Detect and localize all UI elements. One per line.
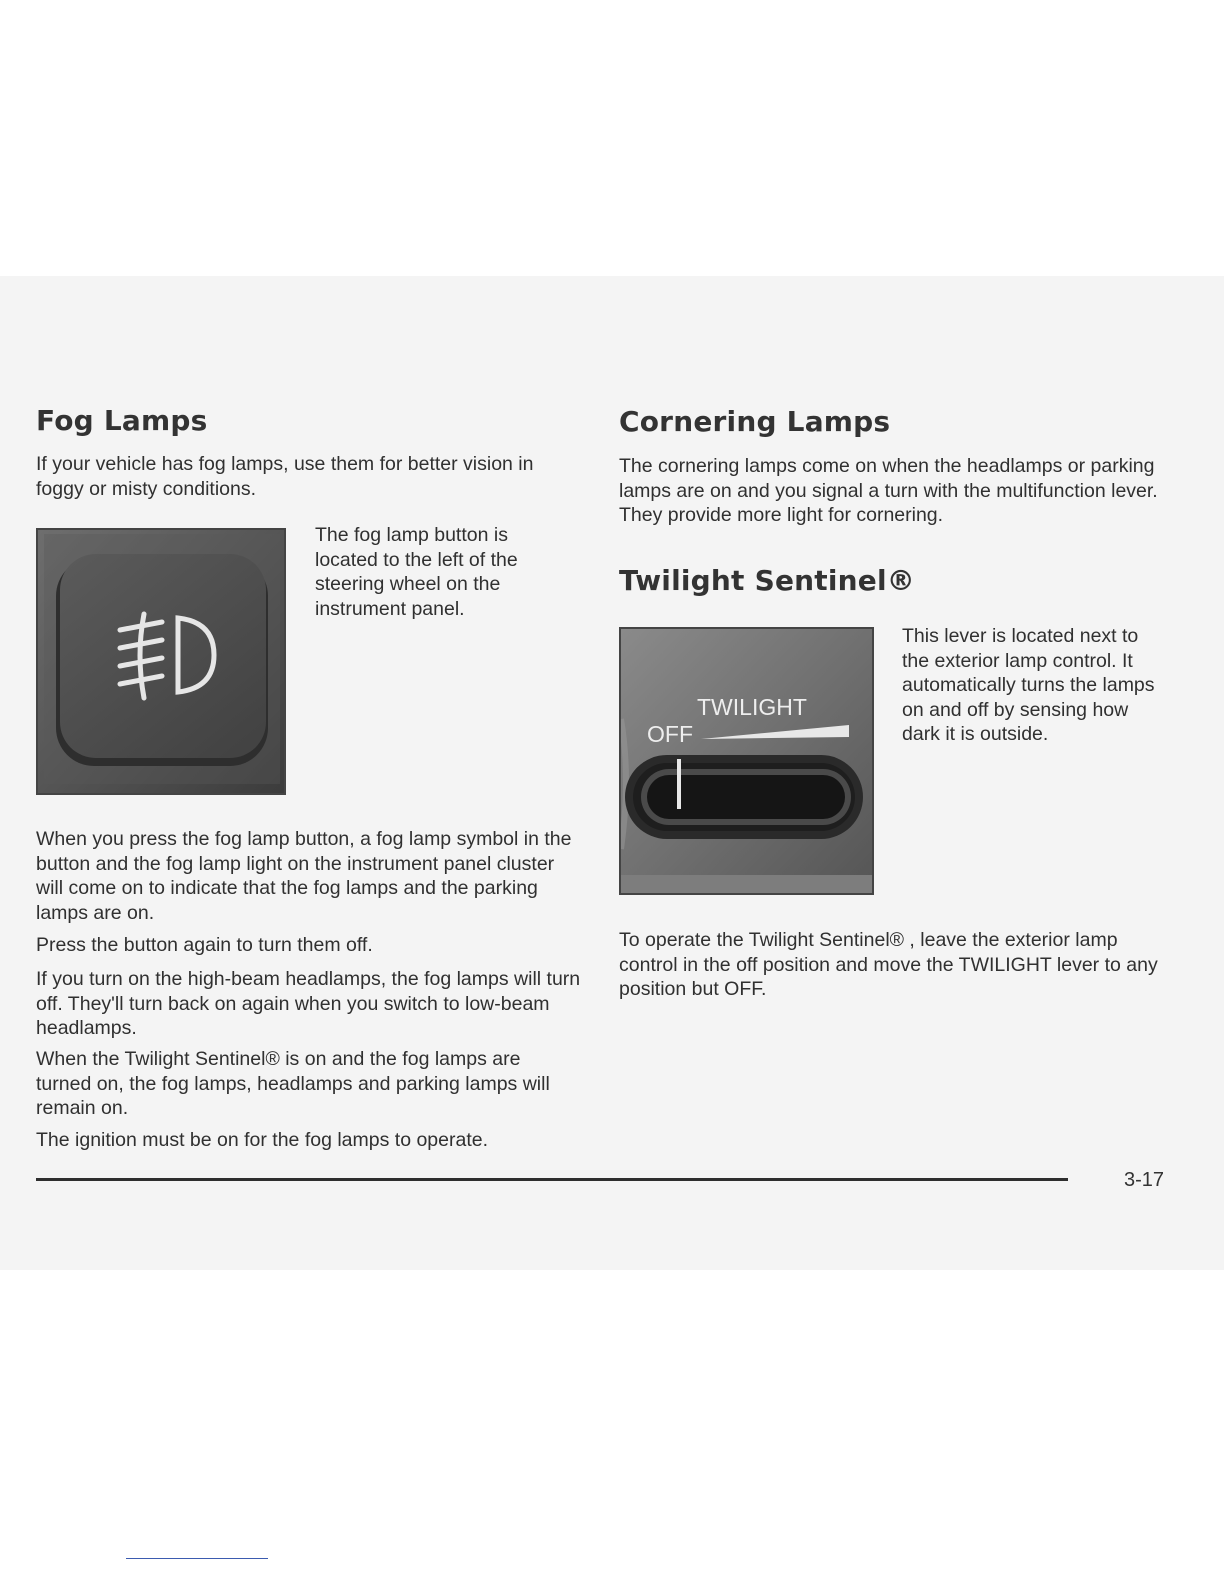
fog-lamp-button-photo bbox=[36, 528, 286, 795]
fog-lamps-intro: If your vehicle has fog lamps, use them for better vision in foggy or misty conditions. bbox=[36, 453, 534, 500]
twilight-label: TWILIGHT bbox=[697, 694, 807, 720]
twilight-lever-photo bbox=[619, 627, 874, 895]
fog-lamp-photo-caption: The fog lamp button is located to the left of the steering wheel on the instrument panel. bbox=[315, 524, 518, 620]
fog-lamps-heading: Fog Lamps bbox=[36, 404, 208, 437]
cornering-lamps-heading: Cornering Lamps bbox=[619, 405, 891, 438]
bottom-link-line bbox=[126, 1558, 268, 1559]
fog-lamps-paragraph-2: Press the button again to turn them off. bbox=[36, 934, 373, 956]
fog-lamps-paragraph-3: If you turn on the high-beam headlamps, the fog lamps will turn off. They'll turn back on again when you switch to low-beam headlamps. bbox=[36, 968, 581, 1039]
fog-lamps-paragraph-1: When you press the fog lamp button, a fog lamp symbol in the button and the fog lamp light on the instrument panel cluster will come on to indicate that the fog lamps and the parking lamps are on. bbox=[36, 828, 572, 924]
footer-rule bbox=[36, 1178, 1068, 1181]
fog-lamps-paragraph-4: When the Twilight Sentinel® is on and the fog lamps are turned on, the fog lamps, headlamps and parking lamps will remain on. bbox=[36, 1048, 550, 1119]
twilight-photo-caption: This lever is located next to the exterior lamp control. It automatically turns the lamps on and off by sensing how dark it is outside. bbox=[902, 625, 1155, 745]
page-number: 3-17 bbox=[1124, 1169, 1165, 1191]
twilight-operation-text: To operate the Twilight Sentinel® , leave the exterior lamp control in the off position and move the TWILIGHT lever to any position but OFF. bbox=[619, 929, 1158, 1000]
twilight-sentinel-heading: Twilight Sentinel® bbox=[619, 564, 915, 597]
cornering-lamps-body: The cornering lamps come on when the headlamps or parking lamps are on and you signal a turn with the multifunction lever. They provide more light for cornering. bbox=[619, 455, 1158, 526]
fog-lamp-button-image bbox=[38, 530, 284, 793]
lever-indicator-line bbox=[677, 759, 681, 809]
fog-lamps-paragraph-5: The ignition must be on for the fog lamps to operate. bbox=[36, 1129, 489, 1151]
off-label: OFF bbox=[647, 721, 693, 747]
twilight-lever-image bbox=[621, 629, 872, 893]
